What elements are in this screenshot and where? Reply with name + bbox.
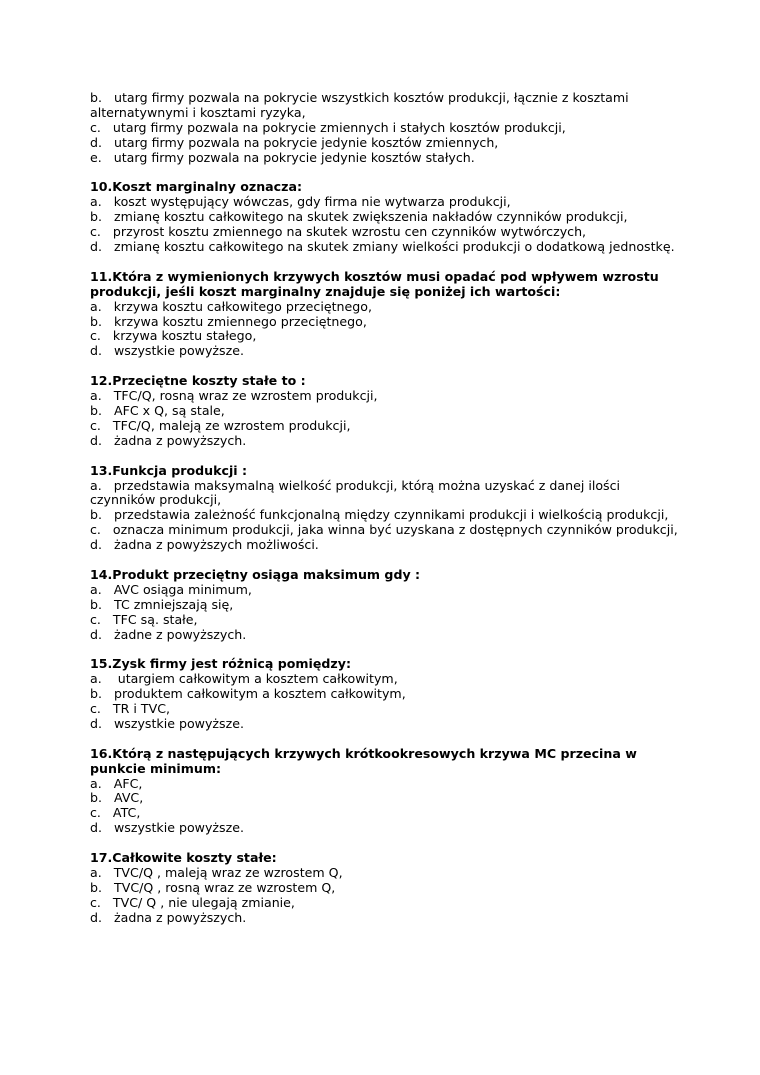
answer-option: d. wszystkie powyższe. [90, 715, 244, 731]
question-title: 13.Funkcja produkcji : [90, 462, 248, 478]
answer-option: b. utarg firmy pozwala na pokrycie wszystkich kosztów produkcji, łącznie z kosztami alternatywnymi i kosztami ryzyka, [90, 90, 633, 120]
answer-option: c. oznacza minimum produkcji, jaka winna być uzyskana z dostępnych czynników produkcji, [90, 522, 678, 538]
answer-option: d. wszystkie powyższe. [90, 820, 244, 836]
answer-option: b. przedstawia zależność funkcjonalną między czynnikami produkcji i wielkością produkcji, [90, 507, 669, 523]
answer-option: a. TVC/Q , maleją wraz ze wzrostem Q, [90, 865, 343, 880]
answer-option: c. krzywa kosztu stałego, [90, 328, 257, 344]
question-9-fragment [90, 91, 680, 166]
answer-option: b. produktem całkowitym a kosztem całkowitym, [90, 686, 406, 702]
answer-option: b. TVC/Q , rosną wraz ze wzrostem Q, [90, 879, 336, 895]
answer-option: b. AVC, [90, 790, 144, 806]
document-page [90, 91, 680, 941]
answer-option: a. koszt występujący wówczas, gdy firma nie wytwarza produkcji, [90, 194, 511, 210]
answer-option: b. zmianę kosztu całkowitego na skutek zwiększenia nakładów czynników produkcji, [90, 209, 628, 225]
answer-option: b. TC zmniejszają się, [90, 596, 234, 612]
answer-option: c. utarg firmy pozwala na pokrycie zmiennych i stałych kosztów produkcji, [90, 119, 566, 135]
question-title: 10.Koszt marginalny oznacza: [90, 179, 303, 195]
answer-option: c. TVC/ Q , nie ulegają zmianie, [90, 894, 295, 910]
question-title: 17.Całkowite koszty stałe: [90, 850, 277, 866]
answer-option: d. żadna z powyższych możliwości. [90, 537, 319, 553]
question-15 [90, 657, 680, 732]
question-title: 16.Którą z następujących krzywych krótkookresowych krzywa MC przecina w punkcie minimum: [90, 745, 637, 776]
answer-option: d. żadna z powyższych. [90, 432, 247, 448]
answer-option: a. AVC osiąga minimum, [90, 581, 252, 597]
question-14 [90, 568, 680, 643]
answer-option: e. utarg firmy pozwala na pokrycie jedynie kosztów stałych. [90, 149, 475, 165]
answer-option: c. ATC, [90, 805, 141, 821]
answer-option: a. przedstawia maksymalną wielkość produkcji, którą można uzyskać z danej ilości czynników produkcji, [90, 477, 625, 508]
answer-option: d. żadne z powyższych. [90, 626, 247, 642]
answer-option: c. przyrost kosztu zmiennego na skutek wzrostu cen czynników wytwórczych, [90, 224, 587, 240]
answer-option: c. TFC/Q, maleją ze wzrostem produkcji, [90, 417, 351, 433]
answer-option: c. TR i TVC, [90, 701, 170, 717]
question-title: 14.Produkt przeciętny osiąga maksimum gdy : [90, 566, 421, 582]
question-12 [90, 374, 680, 449]
answer-option: d. wszystkie powyższe. [90, 343, 244, 359]
answer-option: d. utarg firmy pozwala na pokrycie jedynie kosztów zmiennych, [90, 134, 499, 150]
question-title: 11.Która z wymienionych krzywych kosztów musi opadać pod wpływem wzrostu produkcji, jeśli koszt marginalny znajduje się poniżej ich wartości: [90, 268, 659, 299]
question-11 [90, 270, 680, 359]
answer-option: c. TFC są. stałe, [90, 611, 198, 627]
answer-option: a. TFC/Q, rosną wraz ze wzrostem produkcji, [90, 388, 378, 404]
answer-option: d. zmianę kosztu całkowitego na skutek zmiany wielkości produkcji o dodatkową jednostkę. [90, 239, 675, 255]
answer-option: d. żadna z powyższych. [90, 909, 247, 925]
question-13 [90, 464, 680, 553]
question-title: 12.Przeciętne koszty stałe to : [90, 373, 306, 389]
question-title: 15.Zysk firmy jest różnicą pomiędzy: [90, 656, 351, 672]
answer-option: b. AFC x Q, są stale, [90, 402, 225, 418]
question-10 [90, 180, 680, 255]
answer-option: a. utargiem całkowitym a kosztem całkowitym, [90, 671, 398, 687]
answer-option: a. krzywa kosztu całkowitego przeciętnego, [90, 298, 372, 314]
question-16 [90, 747, 680, 836]
question-17 [90, 851, 680, 926]
answer-option: a. AFC, [90, 775, 143, 791]
answer-option: b. krzywa kosztu zmiennego przeciętnego, [90, 313, 367, 329]
